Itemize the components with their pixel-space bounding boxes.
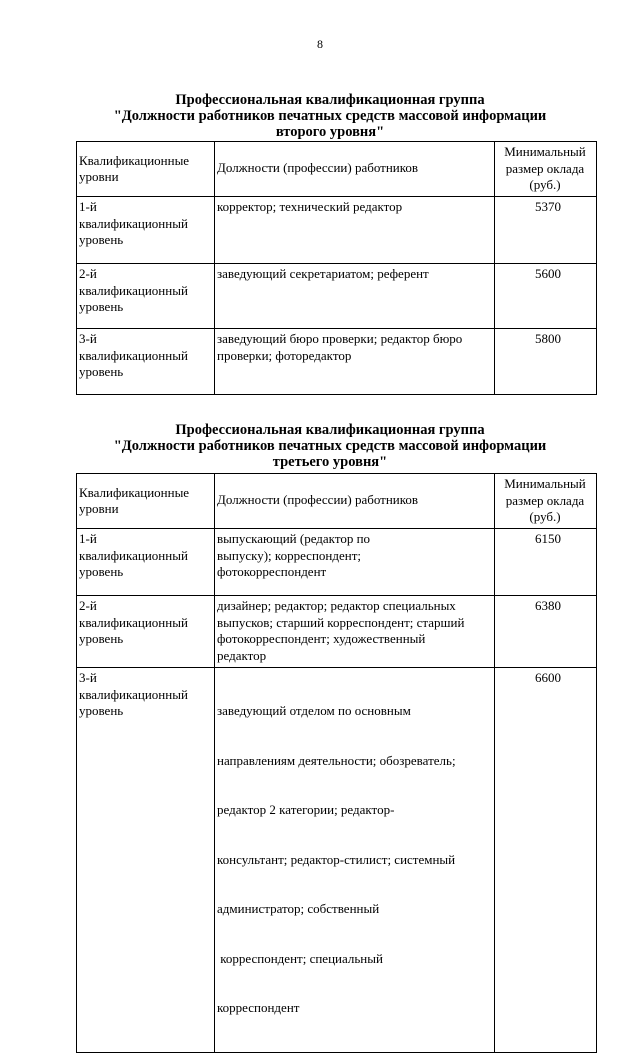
header-line: Минимальный: [504, 144, 586, 160]
level-line: 2-й: [79, 598, 97, 613]
level-line: квалификационный: [79, 547, 188, 563]
level-cell: [77, 668, 215, 1053]
positions-cell: [215, 668, 495, 1053]
title-line: "Должности работников печатных средств массовой информации: [113, 438, 547, 454]
salary-value: 6380: [535, 598, 561, 613]
salary-value: 5370: [535, 199, 561, 214]
header-line: (руб.): [529, 177, 561, 193]
positions-line: заведующий отделом по основным: [217, 703, 411, 718]
salary-cell: [495, 264, 597, 329]
salary-cell: [495, 329, 597, 395]
level-line: квалификационный: [79, 347, 188, 363]
level-line: уровень: [79, 232, 124, 247]
level-cell: [77, 529, 215, 596]
title-line: Профессиональная квалификационная группа: [175, 92, 485, 108]
title-line: третьего уровня": [272, 454, 388, 470]
header-positions: [215, 142, 495, 197]
salary-value: 6600: [535, 670, 561, 685]
positions-line: фотокорреспондент; художественный: [217, 631, 426, 646]
level-line: уровень: [79, 631, 124, 646]
level-line: 3-й: [79, 670, 97, 685]
positions-line: выпуску); корреспондент;: [217, 547, 361, 563]
level-cell: [77, 329, 215, 395]
positions-cell: [215, 529, 495, 596]
header-line: (руб.): [529, 509, 561, 525]
positions-line: дизайнер; редактор; редактор специальных: [217, 598, 456, 613]
level-line: квалификационный: [79, 215, 188, 231]
level-line: квалификационный: [79, 282, 188, 298]
title-line: Профессиональная квалификационная группа: [175, 422, 485, 438]
salary-cell: [495, 197, 597, 264]
positions-cell: [215, 264, 495, 329]
page-number: 8: [317, 37, 323, 51]
level-line: квалификационный: [79, 686, 188, 702]
level-line: 1-й: [79, 199, 97, 214]
header-positions-label: Должности (профессии) работников: [217, 492, 419, 507]
positions-line: консультант; редактор-стилист; системный: [217, 851, 456, 867]
salary-cell: [495, 529, 597, 596]
positions-line: администратор; собственный: [217, 901, 380, 916]
level-line: 1-й: [79, 531, 97, 546]
table-row: [77, 197, 597, 264]
section-title-third-level: [40, 422, 620, 470]
header-positions: [215, 474, 495, 529]
table-row: [77, 529, 597, 596]
positions-cell: [215, 197, 495, 264]
level-cell: [77, 197, 215, 264]
header-line: Минимальный: [504, 476, 586, 492]
positions-line: проверки; фоторедактор: [217, 347, 352, 363]
salary-value: 5800: [535, 331, 561, 346]
level-cell: [77, 596, 215, 668]
header-line: уровни: [79, 169, 119, 184]
header-levels: [77, 142, 215, 197]
level-line: уровень: [79, 564, 124, 579]
positions-line: редактор 2 категории; редактор-: [217, 802, 395, 817]
level-line: 3-й: [79, 331, 97, 346]
positions-line: корреспондент: [217, 1000, 300, 1015]
positions-line: направлениям деятельности; обозреватель;: [217, 752, 456, 768]
header-positions-label: Должности (профессии) работников: [217, 160, 419, 175]
table-header-row: [77, 474, 597, 529]
table-header-row: [77, 142, 597, 197]
positions-line: редактор: [217, 647, 267, 663]
table-row: [77, 329, 597, 395]
title-line: второго уровня": [275, 124, 385, 140]
qualification-table-second-level: [76, 141, 597, 395]
header-line: размер оклада: [505, 160, 585, 176]
header-salary: [495, 474, 597, 529]
level-line: квалификационный: [79, 614, 188, 630]
positions-cell: [215, 329, 495, 395]
level-line: уровень: [79, 364, 124, 379]
header-line: Квалификационные: [79, 152, 190, 168]
positions-line: заведующий секретариатом; референт: [217, 266, 429, 281]
positions-line: корректор; технический редактор: [217, 199, 403, 214]
section-title-second-level: [40, 92, 620, 140]
level-line: уровень: [79, 299, 124, 314]
header-line: Квалификационные: [79, 484, 190, 500]
table-row: [77, 668, 597, 1053]
salary-value: 5600: [535, 266, 561, 281]
positions-line: фотокорреспондент: [217, 564, 327, 579]
header-line: уровни: [79, 501, 119, 516]
header-levels: [77, 474, 215, 529]
title-line: "Должности работников печатных средств массовой информации: [113, 108, 547, 124]
positions-line: корреспондент; специальный: [217, 950, 383, 966]
level-line: уровень: [79, 703, 124, 718]
salary-value: 6150: [535, 531, 561, 546]
positions-line: выпусков; старший корреспондент; старший: [217, 614, 465, 630]
level-line: 2-й: [79, 266, 97, 281]
header-line: размер оклада: [505, 492, 585, 508]
table-row: [77, 596, 597, 668]
header-salary: [495, 142, 597, 197]
salary-cell: [495, 596, 597, 668]
positions-cell: [215, 596, 495, 668]
table-row: [77, 264, 597, 329]
qualification-table-third-level: [76, 473, 597, 1053]
positions-line: выпускающий (редактор по: [217, 531, 371, 546]
salary-cell: [495, 668, 597, 1053]
level-cell: [77, 264, 215, 329]
positions-line: заведующий бюро проверки; редактор бюро: [217, 331, 463, 346]
